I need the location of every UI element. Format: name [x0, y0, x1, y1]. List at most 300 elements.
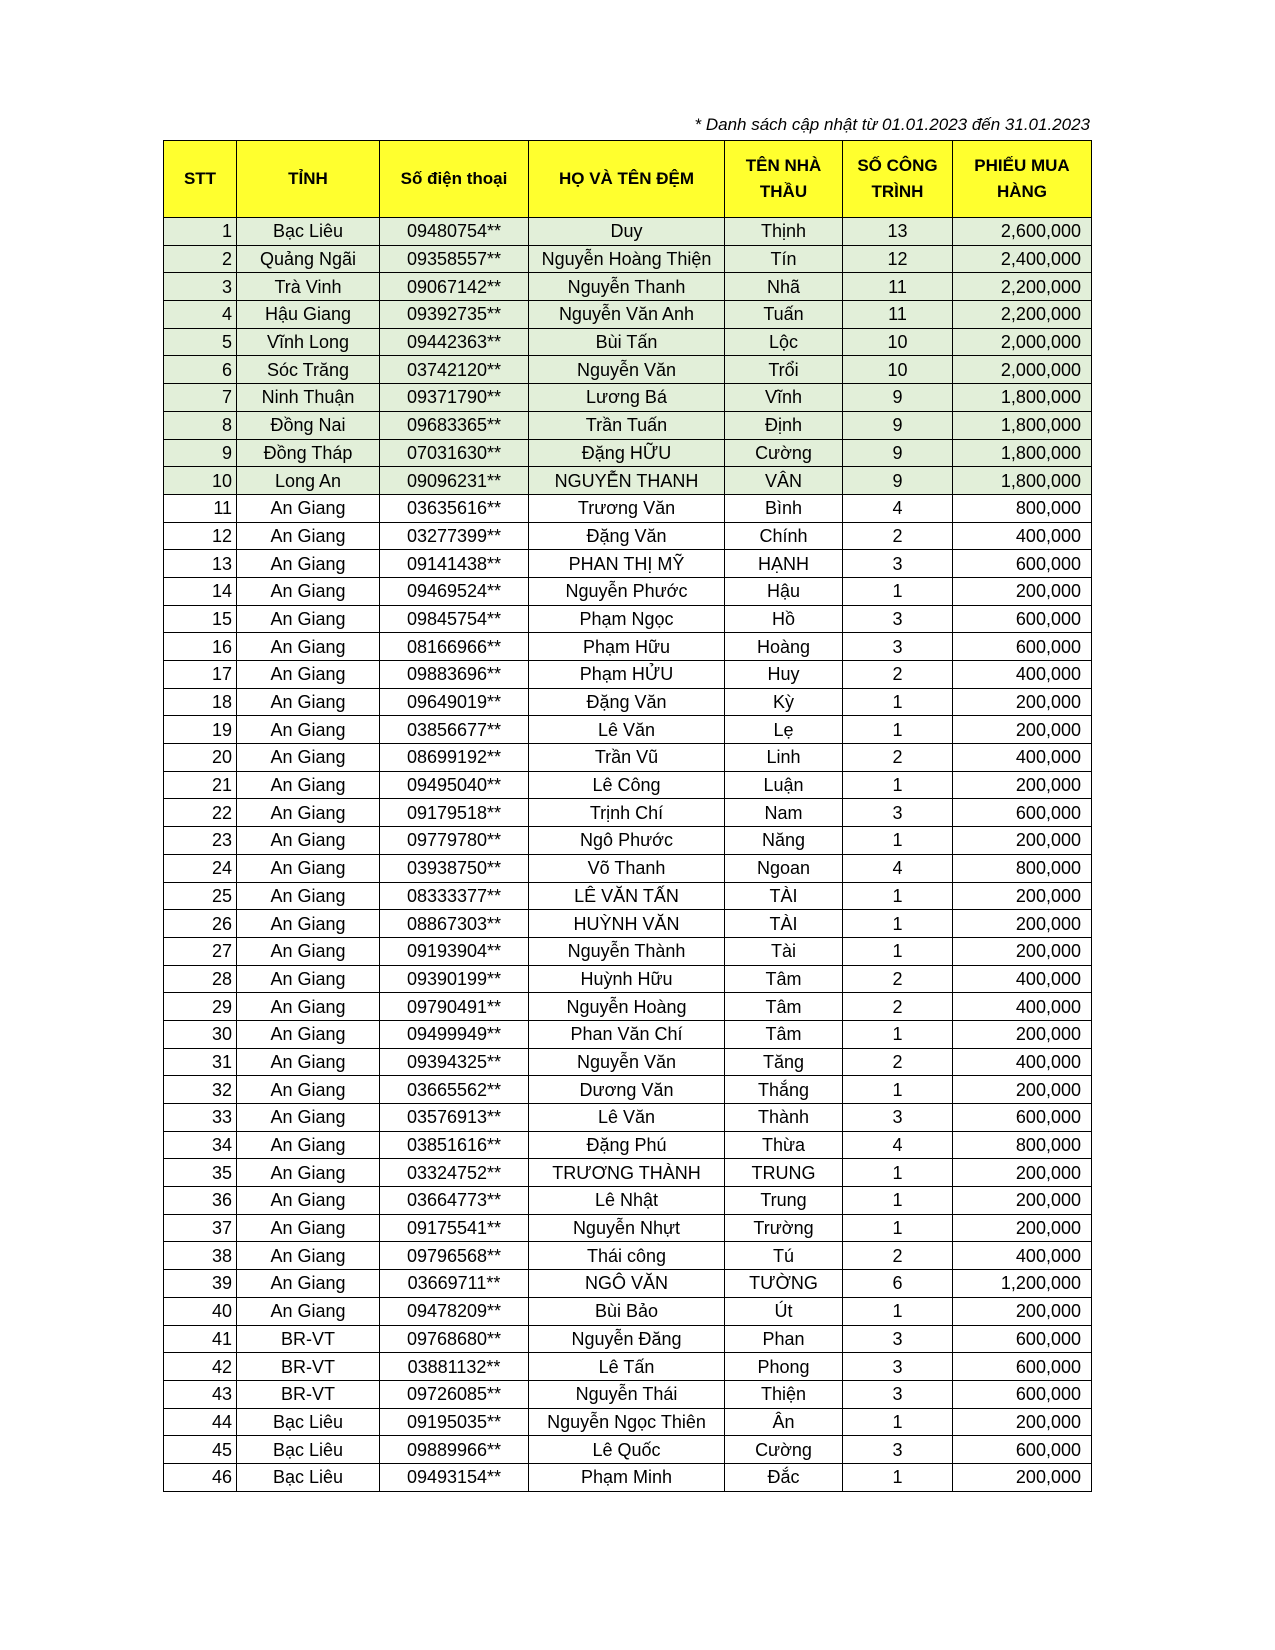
voucher-cell: 2,200,000 — [953, 273, 1092, 301]
projects-cell: 1 — [843, 1214, 953, 1242]
table-row — [164, 799, 1092, 827]
phone-cell: 09493154** — [380, 1463, 529, 1491]
header-projects-line2: TRÌNH — [871, 182, 924, 201]
voucher-cell: 200,000 — [953, 771, 1092, 799]
phone-cell: 03576913** — [380, 1104, 529, 1132]
table-row — [164, 1131, 1092, 1159]
contractor-cell: Bình — [725, 494, 843, 522]
province-cell: An Giang — [237, 744, 380, 772]
name-cell: Nguyễn Thái — [529, 1380, 725, 1408]
table-row — [164, 1242, 1092, 1270]
table-row — [164, 245, 1092, 273]
voucher-cell: 400,000 — [953, 661, 1092, 689]
header-voucher-line1: PHIẾU MUA — [974, 156, 1070, 175]
phone-cell: 09179518** — [380, 799, 529, 827]
header-stt: STT — [164, 141, 237, 218]
stt-cell: 46 — [164, 1463, 237, 1491]
province-cell: An Giang — [237, 1048, 380, 1076]
phone-cell: 03881132** — [380, 1353, 529, 1381]
province-cell: Bạc Liêu — [237, 218, 380, 246]
contractor-cell: Vĩnh — [725, 384, 843, 412]
projects-cell: 9 — [843, 411, 953, 439]
voucher-cell: 200,000 — [953, 1214, 1092, 1242]
table-row — [164, 1020, 1092, 1048]
projects-cell: 11 — [843, 301, 953, 329]
name-cell: Nguyễn Hoàng — [529, 993, 725, 1021]
province-cell: An Giang — [237, 1297, 380, 1325]
contractor-cell: Tăng — [725, 1048, 843, 1076]
stt-cell: 32 — [164, 1076, 237, 1104]
voucher-cell: 600,000 — [953, 1325, 1092, 1353]
stt-cell: 25 — [164, 882, 237, 910]
stt-cell: 1 — [164, 218, 237, 246]
phone-cell: 09883696** — [380, 661, 529, 689]
stt-cell: 45 — [164, 1436, 237, 1464]
phone-cell: 09649019** — [380, 688, 529, 716]
phone-cell: 09683365** — [380, 411, 529, 439]
projects-cell: 1 — [843, 1297, 953, 1325]
phone-cell: 09726085** — [380, 1380, 529, 1408]
name-cell: NGÔ VĂN — [529, 1270, 725, 1298]
projects-cell: 2 — [843, 661, 953, 689]
projects-cell: 1 — [843, 1187, 953, 1215]
contractor-cell: Cường — [725, 439, 843, 467]
stt-cell: 11 — [164, 494, 237, 522]
projects-cell: 2 — [843, 1048, 953, 1076]
table-row — [164, 1463, 1092, 1491]
header-projects-line1: SỐ CÔNG — [857, 156, 938, 175]
voucher-cell: 400,000 — [953, 993, 1092, 1021]
table-row — [164, 218, 1092, 246]
projects-cell: 2 — [843, 522, 953, 550]
contractor-cell: Thắng — [725, 1076, 843, 1104]
table-row — [164, 1214, 1092, 1242]
phone-cell: 09195035** — [380, 1408, 529, 1436]
contractor-cell: TRUNG — [725, 1159, 843, 1187]
projects-cell: 3 — [843, 799, 953, 827]
province-cell: An Giang — [237, 910, 380, 938]
phone-cell: 09796568** — [380, 1242, 529, 1270]
province-cell: An Giang — [237, 550, 380, 578]
header-voucher — [953, 141, 1092, 218]
stt-cell: 13 — [164, 550, 237, 578]
voucher-cell: 800,000 — [953, 854, 1092, 882]
header-voucher-line2: HÀNG — [996, 182, 1048, 201]
table-row — [164, 1297, 1092, 1325]
voucher-cell: 200,000 — [953, 1159, 1092, 1187]
name-cell: Phạm Hữu — [529, 633, 725, 661]
projects-cell: 4 — [843, 854, 953, 882]
stt-cell: 34 — [164, 1131, 237, 1159]
projects-cell: 3 — [843, 1380, 953, 1408]
contractor-cell: Huy — [725, 661, 843, 689]
province-cell: An Giang — [237, 1159, 380, 1187]
voucher-cell: 200,000 — [953, 688, 1092, 716]
contractor-cell: Tâm — [725, 965, 843, 993]
province-cell: Quảng Ngãi — [237, 245, 380, 273]
phone-cell: 08166966** — [380, 633, 529, 661]
voucher-cell: 200,000 — [953, 1297, 1092, 1325]
stt-cell: 23 — [164, 827, 237, 855]
stt-cell: 44 — [164, 1408, 237, 1436]
table-row — [164, 1270, 1092, 1298]
voucher-cell: 600,000 — [953, 1380, 1092, 1408]
stt-cell: 41 — [164, 1325, 237, 1353]
contractor-cell: Trổi — [725, 356, 843, 384]
phone-cell: 07031630** — [380, 439, 529, 467]
contractor-cell: Tài — [725, 937, 843, 965]
voucher-cell: 200,000 — [953, 1463, 1092, 1491]
name-cell: Trần Vũ — [529, 744, 725, 772]
name-cell: Lê Tấn — [529, 1353, 725, 1381]
table-row — [164, 910, 1092, 938]
header-name: HỌ VÀ TÊN ĐỆM — [529, 141, 725, 218]
projects-cell: 11 — [843, 273, 953, 301]
province-cell: Bạc Liêu — [237, 1463, 380, 1491]
voucher-cell: 600,000 — [953, 1104, 1092, 1132]
stt-cell: 2 — [164, 245, 237, 273]
table-row — [164, 550, 1092, 578]
phone-cell: 09096231** — [380, 467, 529, 495]
stt-cell: 38 — [164, 1242, 237, 1270]
voucher-cell: 600,000 — [953, 1353, 1092, 1381]
name-cell: Đặng Văn — [529, 688, 725, 716]
name-cell: Nguyễn Văn — [529, 1048, 725, 1076]
table-row — [164, 993, 1092, 1021]
phone-cell: 03856677** — [380, 716, 529, 744]
phone-cell: 09193904** — [380, 937, 529, 965]
table-row — [164, 522, 1092, 550]
voucher-cell: 1,800,000 — [953, 384, 1092, 412]
name-cell: Lê Nhật — [529, 1187, 725, 1215]
projects-cell: 1 — [843, 1020, 953, 1048]
stt-cell: 37 — [164, 1214, 237, 1242]
phone-cell: 03665562** — [380, 1076, 529, 1104]
name-cell: Phạm Ngọc — [529, 605, 725, 633]
projects-cell: 6 — [843, 1270, 953, 1298]
phone-cell: 03669711** — [380, 1270, 529, 1298]
name-cell: Trương Văn — [529, 494, 725, 522]
province-cell: An Giang — [237, 1131, 380, 1159]
projects-cell: 1 — [843, 937, 953, 965]
stt-cell: 15 — [164, 605, 237, 633]
projects-cell: 9 — [843, 439, 953, 467]
phone-cell: 09067142** — [380, 273, 529, 301]
update-note: * Danh sách cập nhật từ 01.01.2023 đến 31.01.2023 — [694, 115, 1090, 134]
phone-cell: 09499949** — [380, 1020, 529, 1048]
voucher-cell: 200,000 — [953, 1020, 1092, 1048]
header-row — [164, 141, 1092, 218]
stt-cell: 43 — [164, 1380, 237, 1408]
voucher-cell: 400,000 — [953, 744, 1092, 772]
contractor-cell: Lẹ — [725, 716, 843, 744]
stt-cell: 14 — [164, 577, 237, 605]
header-phone: Số điện thoại — [380, 141, 529, 218]
province-cell: Hậu Giang — [237, 301, 380, 329]
name-cell: NGUYỄN THANH — [529, 467, 725, 495]
table-row — [164, 744, 1092, 772]
stt-cell: 26 — [164, 910, 237, 938]
voucher-cell: 2,400,000 — [953, 245, 1092, 273]
projects-cell: 3 — [843, 1436, 953, 1464]
stt-cell: 35 — [164, 1159, 237, 1187]
stt-cell: 39 — [164, 1270, 237, 1298]
name-cell: Nguyễn Ngọc Thiên — [529, 1408, 725, 1436]
voucher-cell: 2,000,000 — [953, 328, 1092, 356]
voucher-cell: 600,000 — [953, 799, 1092, 827]
voucher-cell: 600,000 — [953, 1436, 1092, 1464]
contractor-cell: Luận — [725, 771, 843, 799]
phone-cell: 09392735** — [380, 301, 529, 329]
contractor-cell: Chính — [725, 522, 843, 550]
province-cell: An Giang — [237, 605, 380, 633]
projects-cell: 9 — [843, 467, 953, 495]
province-cell: An Giang — [237, 716, 380, 744]
contractor-cell: Hồ — [725, 605, 843, 633]
name-cell: Nguyễn Đăng — [529, 1325, 725, 1353]
province-cell: An Giang — [237, 688, 380, 716]
header-contractor-line2: THẦU — [759, 182, 808, 201]
phone-cell: 08333377** — [380, 882, 529, 910]
voucher-cell: 600,000 — [953, 605, 1092, 633]
province-cell: An Giang — [237, 965, 380, 993]
name-cell: Võ Thanh — [529, 854, 725, 882]
name-cell: Bùi Bảo — [529, 1297, 725, 1325]
table-row — [164, 439, 1092, 467]
name-cell: Đặng HỮU — [529, 439, 725, 467]
contractor-cell: HẠNH — [725, 550, 843, 578]
stt-cell: 7 — [164, 384, 237, 412]
projects-cell: 2 — [843, 1242, 953, 1270]
phone-cell: 09442363** — [380, 328, 529, 356]
voucher-cell: 200,000 — [953, 882, 1092, 910]
contractor-cell: Út — [725, 1297, 843, 1325]
table-row — [164, 411, 1092, 439]
phone-cell: 09478209** — [380, 1297, 529, 1325]
projects-cell: 3 — [843, 1104, 953, 1132]
contractor-cell: Tín — [725, 245, 843, 273]
phone-cell: 09495040** — [380, 771, 529, 799]
contractor-cell: Năng — [725, 827, 843, 855]
province-cell: Long An — [237, 467, 380, 495]
table-row — [164, 1353, 1092, 1381]
projects-cell: 4 — [843, 494, 953, 522]
contractor-cell: Thịnh — [725, 218, 843, 246]
province-cell: An Giang — [237, 1020, 380, 1048]
name-cell: Lê Công — [529, 771, 725, 799]
table-row — [164, 577, 1092, 605]
voucher-cell: 800,000 — [953, 494, 1092, 522]
province-cell: An Giang — [237, 882, 380, 910]
contractor-cell: Linh — [725, 744, 843, 772]
phone-cell: 09845754** — [380, 605, 529, 633]
voucher-cell: 2,000,000 — [953, 356, 1092, 384]
name-cell: Phạm HỬU — [529, 661, 725, 689]
province-cell: An Giang — [237, 633, 380, 661]
projects-cell: 2 — [843, 744, 953, 772]
contractor-table — [163, 140, 1092, 1492]
projects-cell: 1 — [843, 771, 953, 799]
voucher-cell: 1,800,000 — [953, 411, 1092, 439]
table-header — [164, 141, 1092, 218]
stt-cell: 30 — [164, 1020, 237, 1048]
table-row — [164, 384, 1092, 412]
projects-cell: 9 — [843, 384, 953, 412]
projects-cell: 4 — [843, 1131, 953, 1159]
contractor-cell: Ân — [725, 1408, 843, 1436]
name-cell: HUỲNH VĂN — [529, 910, 725, 938]
projects-cell: 12 — [843, 245, 953, 273]
phone-cell: 09790491** — [380, 993, 529, 1021]
province-cell: An Giang — [237, 1076, 380, 1104]
table-row — [164, 301, 1092, 329]
contractor-cell: Trung — [725, 1187, 843, 1215]
stt-cell: 6 — [164, 356, 237, 384]
table-row — [164, 1076, 1092, 1104]
voucher-cell: 400,000 — [953, 1048, 1092, 1076]
province-cell: An Giang — [237, 494, 380, 522]
table-row — [164, 467, 1092, 495]
table-row — [164, 716, 1092, 744]
name-cell: Huỳnh Hữu — [529, 965, 725, 993]
table-row — [164, 1048, 1092, 1076]
name-cell: Lê Văn — [529, 716, 725, 744]
projects-cell: 1 — [843, 1408, 953, 1436]
voucher-cell: 800,000 — [953, 1131, 1092, 1159]
header-projects — [843, 141, 953, 218]
contractor-cell: Thành — [725, 1104, 843, 1132]
table-row — [164, 771, 1092, 799]
projects-cell: 10 — [843, 328, 953, 356]
province-cell: An Giang — [237, 827, 380, 855]
name-cell: Duy — [529, 218, 725, 246]
header-contractor-line1: TÊN NHÀ — [745, 156, 822, 175]
projects-cell: 3 — [843, 605, 953, 633]
stt-cell: 18 — [164, 688, 237, 716]
stt-cell: 4 — [164, 301, 237, 329]
name-cell: TRƯƠNG THÀNH — [529, 1159, 725, 1187]
voucher-cell: 200,000 — [953, 1076, 1092, 1104]
contractor-cell: TÀI — [725, 910, 843, 938]
province-cell: An Giang — [237, 799, 380, 827]
phone-cell: 09480754** — [380, 218, 529, 246]
table-row — [164, 688, 1092, 716]
stt-cell: 28 — [164, 965, 237, 993]
contractor-cell: Cường — [725, 1436, 843, 1464]
name-cell: Ngô Phước — [529, 827, 725, 855]
table-row — [164, 854, 1092, 882]
phone-cell: 08867303** — [380, 910, 529, 938]
header-province: TỈNH — [237, 141, 380, 218]
province-cell: BR-VT — [237, 1380, 380, 1408]
stt-cell: 31 — [164, 1048, 237, 1076]
contractor-cell: Ngoan — [725, 854, 843, 882]
projects-cell: 2 — [843, 993, 953, 1021]
voucher-cell: 200,000 — [953, 1187, 1092, 1215]
projects-cell: 1 — [843, 688, 953, 716]
province-cell: An Giang — [237, 577, 380, 605]
province-cell: Ninh Thuận — [237, 384, 380, 412]
phone-cell: 03664773** — [380, 1187, 529, 1215]
contractor-cell: Tâm — [725, 993, 843, 1021]
table-row — [164, 1159, 1092, 1187]
name-cell: Dương Văn — [529, 1076, 725, 1104]
province-cell: An Giang — [237, 1242, 380, 1270]
contractor-cell: Lộc — [725, 328, 843, 356]
stt-cell: 8 — [164, 411, 237, 439]
name-cell: Đặng Phú — [529, 1131, 725, 1159]
stt-cell: 22 — [164, 799, 237, 827]
stt-cell: 27 — [164, 937, 237, 965]
name-cell: Bùi Tấn — [529, 328, 725, 356]
voucher-cell: 400,000 — [953, 522, 1092, 550]
voucher-cell: 400,000 — [953, 965, 1092, 993]
province-cell: An Giang — [237, 993, 380, 1021]
name-cell: Lê Văn — [529, 1104, 725, 1132]
voucher-cell: 200,000 — [953, 577, 1092, 605]
province-cell: Bạc Liêu — [237, 1436, 380, 1464]
voucher-cell: 200,000 — [953, 937, 1092, 965]
name-cell: Nguyễn Nhựt — [529, 1214, 725, 1242]
projects-cell: 13 — [843, 218, 953, 246]
voucher-cell: 1,800,000 — [953, 439, 1092, 467]
name-cell: Nguyễn Phước — [529, 577, 725, 605]
table-row — [164, 1187, 1092, 1215]
phone-cell: 09779780** — [380, 827, 529, 855]
contractor-cell: Đắc — [725, 1463, 843, 1491]
phone-cell: 09358557** — [380, 245, 529, 273]
voucher-cell: 400,000 — [953, 1242, 1092, 1270]
table-row — [164, 1104, 1092, 1132]
contractor-cell: Phan — [725, 1325, 843, 1353]
projects-cell: 1 — [843, 1463, 953, 1491]
province-cell: An Giang — [237, 1270, 380, 1298]
name-cell: Trịnh Chí — [529, 799, 725, 827]
phone-cell: 03635616** — [380, 494, 529, 522]
province-cell: An Giang — [237, 1187, 380, 1215]
stt-cell: 29 — [164, 993, 237, 1021]
projects-cell: 1 — [843, 1076, 953, 1104]
projects-cell: 2 — [843, 965, 953, 993]
phone-cell: 09175541** — [380, 1214, 529, 1242]
stt-cell: 5 — [164, 328, 237, 356]
projects-cell: 1 — [843, 577, 953, 605]
province-cell: An Giang — [237, 1214, 380, 1242]
stt-cell: 19 — [164, 716, 237, 744]
contractor-cell: VÂN — [725, 467, 843, 495]
stt-cell: 12 — [164, 522, 237, 550]
contractor-cell: Nam — [725, 799, 843, 827]
stt-cell: 36 — [164, 1187, 237, 1215]
province-cell: Đồng Nai — [237, 411, 380, 439]
name-cell: Lê Quốc — [529, 1436, 725, 1464]
voucher-cell: 200,000 — [953, 716, 1092, 744]
table-row — [164, 1325, 1092, 1353]
name-cell: Nguyễn Thành — [529, 937, 725, 965]
contractor-cell: Tuấn — [725, 301, 843, 329]
header-contractor — [725, 141, 843, 218]
table-row — [164, 937, 1092, 965]
contractor-cell: Hậu — [725, 577, 843, 605]
province-cell: Trà Vinh — [237, 273, 380, 301]
contractor-cell: Tâm — [725, 1020, 843, 1048]
phone-cell: 08699192** — [380, 744, 529, 772]
stt-cell: 40 — [164, 1297, 237, 1325]
stt-cell: 20 — [164, 744, 237, 772]
name-cell: Lương Bá — [529, 384, 725, 412]
phone-cell: 03742120** — [380, 356, 529, 384]
voucher-cell: 200,000 — [953, 1408, 1092, 1436]
